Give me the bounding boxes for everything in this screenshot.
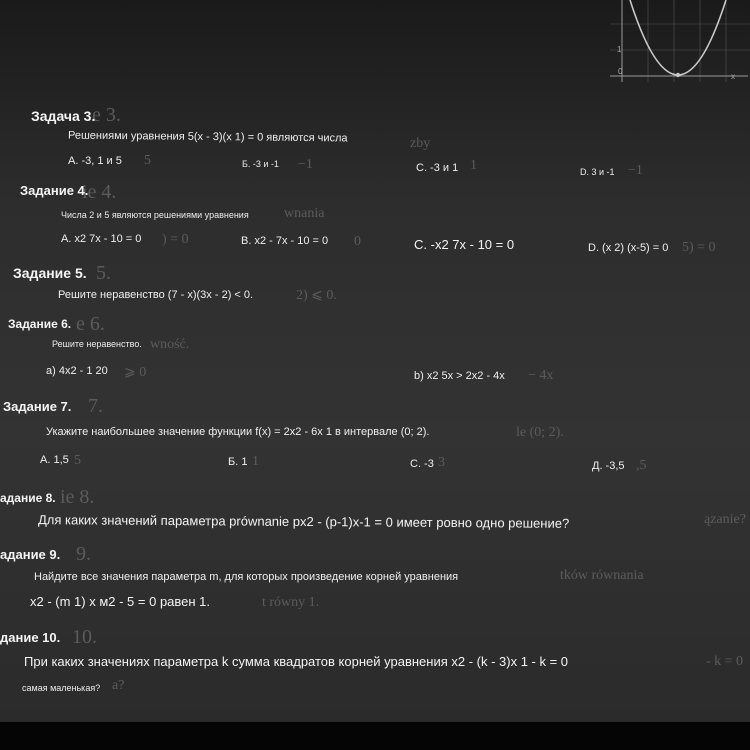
parabola-curve bbox=[630, 0, 726, 75]
task4-option-d: D. (x 2) (x-5) = 0 bbox=[588, 242, 669, 254]
ghost-t9-q2: t równy 1. bbox=[262, 595, 320, 610]
task4-question: Числа 2 и 5 являются решениями уравнения bbox=[61, 210, 249, 220]
task5-question: Решите неравенство (7 - x)(3x - 2) < 0. bbox=[58, 289, 254, 301]
ghost-t7-b: 1 bbox=[252, 454, 259, 469]
ghost-t7-q: le (0; 2). bbox=[516, 425, 564, 440]
task3-option-b: Б. -3 и -1 bbox=[242, 159, 279, 169]
ghost-t7-title: 7. bbox=[88, 395, 103, 417]
ghost-t3-title: e 3. bbox=[92, 104, 121, 126]
ghost-t5-title: 5. bbox=[96, 262, 111, 284]
ghost-t6-b: − 4x bbox=[528, 368, 554, 383]
ghost-t3-d: −1 bbox=[628, 163, 643, 178]
task9-question-line2: x2 - (m 1) x м2 - 5 = 0 равен 1. bbox=[30, 594, 211, 609]
task4-option-b: B. x2 - 7x - 10 = 0 bbox=[241, 235, 329, 247]
ghost-t6-title: e 6. bbox=[76, 313, 105, 335]
ghost-t3-b: −1 bbox=[298, 157, 313, 172]
ghost-t9-q1: tków równania bbox=[560, 568, 644, 583]
ghost-t4-title: ie 4. bbox=[82, 181, 117, 203]
task7-title: Задание 7. bbox=[3, 399, 72, 414]
ghost-t8-q: ązanie? bbox=[704, 512, 746, 527]
ghost-t10-title: 10. bbox=[72, 626, 97, 648]
task8-question: Для каких значений параметра prównanie px2 - (p-1)x-1 = 0 имеет ровно одно решение? bbox=[37, 512, 570, 531]
ghost-t4-d: 5) = 0 bbox=[682, 240, 716, 255]
task7-option-b: Б. 1 bbox=[228, 456, 248, 468]
graph-tick-one: 1 bbox=[617, 45, 622, 54]
task7-question: Укажите наибольшее значение функции f(x) = 2x2 - 6x 1 в интервале (0; 2). bbox=[46, 426, 430, 438]
ghost-t6-a: ⩾ 0 bbox=[124, 365, 147, 380]
ghost-t6-q: wność. bbox=[150, 337, 190, 352]
ghost-t3-c: 1 bbox=[470, 158, 477, 173]
task3-option-a: A. -3, 1 и 5 bbox=[68, 155, 122, 167]
task3-title: Задача 3. bbox=[31, 108, 96, 124]
task10-question-line2: самая маленькая? bbox=[22, 683, 101, 693]
task7-option-a: A. 1,5 bbox=[40, 454, 69, 466]
task4-option-c: C. -x2 7x - 10 = 0 bbox=[414, 237, 515, 252]
graph-origin-label: 0 bbox=[618, 67, 623, 76]
ghost-t4-q: wnania bbox=[284, 206, 325, 221]
ghost-t9-title: 9. bbox=[76, 543, 91, 565]
task3-question: Решениями уравнения 5(x - 3)(x 1) = 0 являются числа bbox=[67, 129, 348, 145]
task6-item-b: b) x2 5x > 2x2 - 4x bbox=[414, 370, 505, 382]
task9-question-line1: Найдите все значения параметра m, для которых произведение корней уравнения bbox=[34, 571, 459, 583]
task7-option-d: Д. -3,5 bbox=[592, 460, 625, 472]
vertex-point bbox=[676, 73, 680, 77]
graph-grid bbox=[610, 0, 750, 82]
task6-item-a: a) 4x2 - 1 20 bbox=[46, 365, 108, 377]
task10-question-line1: При каких значениях параметра k сумма квадратов корней уравнения x2 - (k - 3)x 1 - k = 0 bbox=[24, 654, 569, 669]
task4-title: Задание 4. bbox=[20, 183, 89, 198]
ghost-t10-q2: a? bbox=[112, 678, 125, 693]
task6-question: Решите неравенство. bbox=[52, 339, 142, 349]
dark-bottom-edge bbox=[0, 722, 750, 750]
ghost-t8-title: ie 8. bbox=[60, 486, 95, 508]
ghost-t10-q1: - k = 0 bbox=[706, 654, 744, 669]
ghost-t7-d: ,5 bbox=[636, 458, 647, 473]
task10-title: дание 10. bbox=[0, 630, 61, 645]
task3-option-c: C. -3 и 1 bbox=[416, 162, 459, 174]
task3-option-d: D. 3 и -1 bbox=[580, 167, 615, 177]
task6-title: Задание 6. bbox=[8, 317, 72, 331]
task5-title: Задание 5. bbox=[13, 265, 87, 281]
parabola-graph bbox=[600, 0, 750, 90]
ghost-t4-b: 0 bbox=[354, 234, 361, 249]
ghost-t5-q: 2) ⩽ 0. bbox=[296, 288, 337, 303]
ghost-t7-c: 3 bbox=[438, 455, 445, 470]
graph-x-label: x bbox=[731, 72, 735, 81]
ghost-t3-q: zby bbox=[410, 136, 431, 151]
ghost-t3-a: 5 bbox=[144, 153, 151, 168]
task8-title: адание 8. bbox=[0, 491, 56, 505]
task7-option-c: C. -3 bbox=[410, 458, 434, 470]
ghost-t4-a: ) = 0 bbox=[162, 232, 189, 247]
task9-title: адание 9. bbox=[0, 547, 61, 562]
ghost-t7-a: 5 bbox=[74, 453, 81, 468]
task4-option-a: A. x2 7x - 10 = 0 bbox=[61, 233, 142, 245]
